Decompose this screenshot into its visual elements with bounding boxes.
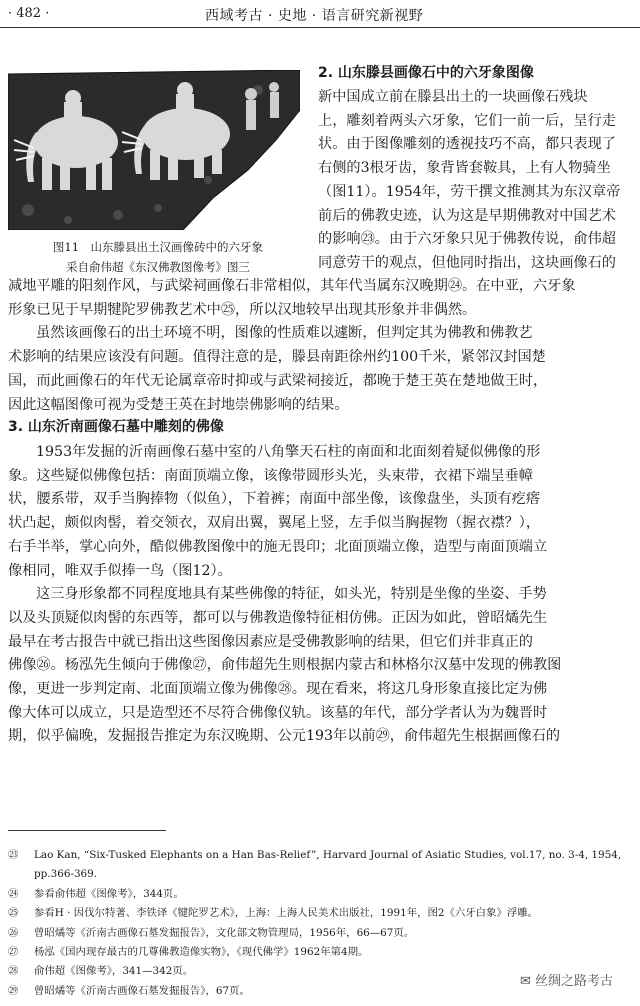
text-line: 上，雕刻着两头六牙象，它们一前一后，呈行走 bbox=[318, 112, 616, 129]
text-line: （图11）。1954年，劳干撰文推测其为东汉章帝 bbox=[318, 183, 621, 200]
figure-caption bbox=[8, 237, 308, 277]
section-heading-3: 3. 山东沂南画像石墓中雕刻的佛像 bbox=[8, 419, 224, 435]
text-line: 状，腰系带，双手当胸捧物（似鱼），下着裤；南面中部坐像，该像盘坐，头顶有疙瘩 bbox=[8, 491, 541, 508]
text-line: 同意劳干的观点，但他同时指出，这块画像石的 bbox=[318, 254, 616, 271]
page-number: · 482 · bbox=[8, 6, 50, 21]
footnote-23-continuation: pp.366-369. bbox=[34, 868, 98, 881]
rubbing-image bbox=[8, 70, 300, 230]
text-line: 佛像㉖。杨泓先生倾向于佛像㉗，俞伟超先生则根据内蒙古和林格尔汉墓中发现的佛教图 bbox=[8, 657, 562, 674]
watermark: ✉ 丝绸之路考古 bbox=[520, 974, 614, 989]
text-line: 术影响的结果应该没有问题。值得注意的是，滕县南距徐州约100千米，紧邻汉封国楚 bbox=[8, 349, 546, 366]
footnote-29: ㉙ 曾昭燏等《沂南古画像石墓发掘报告》，67页。 bbox=[8, 984, 250, 997]
footnote-26: ㉖ 曾昭燏等《沂南古画像石墓发掘报告》，文化部文物管理局，1956年，66—67页。 bbox=[8, 926, 415, 939]
wechat-icon: ✉ bbox=[520, 974, 531, 989]
section2-body-narrow bbox=[318, 86, 632, 276]
running-title: 西域考古 · 史地 · 语言研究新视野 bbox=[205, 8, 424, 24]
text-line: 的影响㉓。由于六牙象只见于佛教传说，俞伟超 bbox=[318, 231, 616, 248]
figure-rubbing-elephants bbox=[8, 70, 300, 230]
text-line: 像，更进一步判定南、北面顶端立像为佛像㉘。现在看来，将这几身形象直接比定为佛 bbox=[8, 681, 548, 698]
text-line: 最早在考古报告中就已指出这些图像因素应是受佛教影响的结果，但它们并非真正的 bbox=[8, 633, 533, 650]
text-line: 国，而此画像石的年代无论属章帝时抑或与武梁祠接近，都晚于楚王英在楚地做王时， bbox=[8, 372, 548, 389]
section-heading-2: 2. 山东滕县画像石中的六牙象图像 bbox=[318, 65, 534, 81]
text-line: 这三身形象都不同程度地具有某些佛像的特征，如头光，特别是坐像的坐姿、手势 bbox=[36, 586, 547, 603]
text-line: 形象已见于早期犍陀罗佛教艺术中㉕，所以汉地较早出现其形象并非偶然。 bbox=[8, 301, 477, 318]
text-line: 期，似乎偏晚，发掘报告推定为东汉晚期、公元193年以前㉙，俞伟超先生根据画像石的 bbox=[8, 728, 561, 745]
footnote-23: ㉓ Lao Kan, “Six-Tusked Elephants on a Han Bas-Relief”, Harvard Journal of Asiatic Studies, vol.17, no. 3-4, 1954, bbox=[8, 849, 622, 861]
text-line: 前后的佛教史迹，认为这是早期佛教对中国艺术 bbox=[318, 207, 616, 224]
figure-caption-line1: 图11 山东滕县出土汉画像砖中的六牙象 bbox=[52, 240, 264, 254]
text-line: 右手半举，掌心向外，酷似佛教图像中的施无畏印；北面顶端立像，造型与南面顶端立 bbox=[8, 538, 548, 555]
text-line: 新中国成立前在滕县出土的一块画像石残块 bbox=[318, 89, 588, 105]
footnote-25: ㉕ 参看H · 因伐尔特著、李铁译《犍陀罗艺术》，上海：上海人民美术出版社，1991年，图2《六牙白象》浮雕。 bbox=[8, 907, 539, 920]
text-line: 右侧的3根牙齿，象背皆套鞍具，上有人物骑坐 bbox=[318, 160, 611, 177]
section3-body bbox=[8, 441, 634, 749]
text-line: 因此这幅图像可视为受楚王英在封地崇佛影响的结果。 bbox=[8, 396, 349, 413]
footnote-24: ㉔ 参看俞伟超《图像考》，344页。 bbox=[8, 887, 184, 900]
page-header bbox=[0, 0, 640, 30]
text-line: 状。由于图像雕刻的透视技巧不高，都只表现了 bbox=[318, 136, 616, 153]
figure-caption-line2: 采自俞伟超《东汉佛教图像考》图三 bbox=[66, 260, 250, 274]
footnote-27: ㉗ 杨泓《国内现存最古的几尊佛教造像实物》，《现代佛学》1962年第4期。 bbox=[8, 946, 369, 959]
text-line: 虽然该画像石的出土环境不明，图像的性质难以遽断，但判定其为佛教和佛教艺 bbox=[36, 325, 533, 342]
text-line: 以及头顶疑似肉髻的东西等，都可以与佛教造像特征相仿佛。正因为如此，曾昭燏先生 bbox=[8, 609, 548, 626]
header-rule bbox=[0, 27, 640, 28]
text-line: 象。这些疑似佛像包括：南面顶端立像，该像带圆形头光，头束带，衣裙下端呈垂幛 bbox=[8, 467, 533, 484]
text-line: 减地平雕的阳刻作风，与武梁祠画像石非常相似，其年代当属东汉晚期㉔。在中亚，六牙象 bbox=[8, 278, 576, 294]
text-line: 像相同，唯双手似捧一鸟（图12）。 bbox=[8, 562, 232, 579]
footnote-rule bbox=[8, 830, 166, 831]
text-line: 1953年发掘的沂南画像石墓中室的八角擎天石柱的南面和北面刻着疑似佛像的形 bbox=[36, 444, 541, 460]
text-line: 像大体可以成立，只是造型还不尽符合佛像仪轨。该墓的年代，部分学者认为为魏晋时 bbox=[8, 704, 548, 721]
section2-body-wide bbox=[8, 275, 634, 417]
footnote-28: ㉘ 俞伟超《图像考》，341—342页。 bbox=[8, 965, 194, 978]
text-line: 状凸起，颇似肉髻，着交领衣，双肩出翼，翼尾上竖，左手似当胸握物（握衣襟？）， bbox=[8, 515, 541, 532]
